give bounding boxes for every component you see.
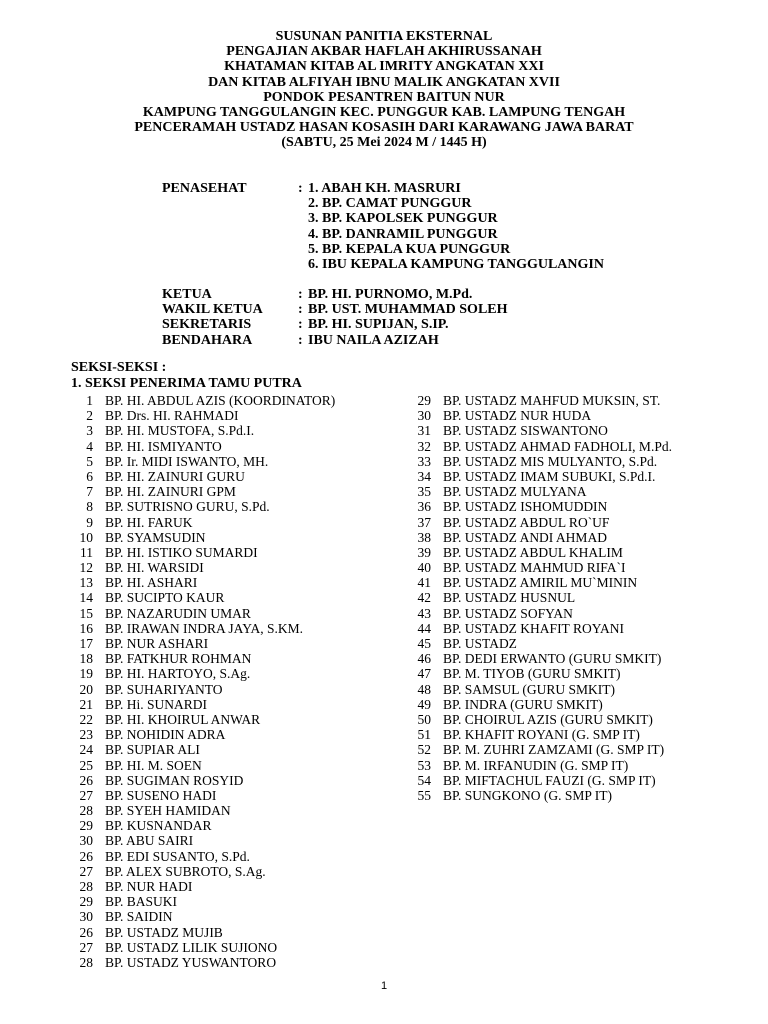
document-title-block	[0, 29, 768, 151]
member-row	[408, 439, 672, 454]
member-row	[70, 651, 335, 666]
member-row	[70, 697, 335, 712]
colon: :	[298, 317, 303, 333]
member-number: 24	[79, 742, 93, 758]
member-name: BP. CHOIRUL AZIS (GURU SMKIT)	[443, 711, 653, 727]
member-name: BP. USTADZ YUSWANTORO	[105, 954, 277, 970]
member-number: 10	[79, 529, 93, 545]
member-number: 26	[79, 848, 93, 864]
member-row	[70, 773, 335, 788]
member-number: 40	[417, 560, 431, 576]
member-row	[408, 499, 672, 514]
member-row	[408, 621, 672, 636]
member-name: BP. USTADZ MULYANA	[443, 484, 587, 500]
member-number: 34	[417, 468, 431, 484]
member-row	[70, 484, 335, 499]
member-row	[70, 439, 335, 454]
member-name: BP. FATKHUR ROHMAN	[105, 651, 252, 667]
member-row	[70, 590, 335, 605]
member-name: BP. HI. ISTIKO SUMARDI	[105, 544, 258, 560]
member-number: 41	[417, 575, 431, 591]
member-row	[408, 606, 672, 621]
colon: :	[298, 287, 303, 302]
member-name: BP. SYEH HAMIDAN	[105, 803, 231, 819]
member-name: BP. SAIDIN	[105, 909, 173, 925]
advisor-row	[162, 181, 604, 196]
member-number: 11	[80, 544, 93, 560]
member-name: BP. SUTRISNO GURU, S.Pd.	[105, 499, 270, 515]
member-name: BP. SUHARIYANTO	[105, 681, 223, 697]
member-name: BP. HI. ISMIYANTO	[105, 438, 222, 454]
member-number: 17	[79, 636, 93, 651]
member-name: BP. USTADZ	[443, 636, 517, 651]
member-row	[408, 484, 672, 499]
member-row	[408, 393, 672, 408]
member-name: BP. USTADZ ABDUL RO`UF	[443, 514, 610, 530]
member-row	[70, 818, 335, 833]
colon: :	[298, 302, 303, 318]
title-line: PONDOK PESANTREN BAITUN NUR	[263, 89, 505, 105]
member-number: 1	[86, 393, 93, 408]
advisor-name: 3. BP. KAPOLSEK PUNGGUR	[308, 211, 498, 227]
member-number: 15	[79, 605, 93, 621]
member-row	[70, 666, 335, 681]
advisor-row	[162, 242, 604, 257]
member-name: BP. USTADZ MAHFUD MUKSIN, ST.	[443, 393, 661, 408]
member-number: 12	[79, 560, 93, 576]
member-number: 55	[417, 787, 431, 803]
leadership-row	[162, 287, 508, 302]
member-row	[70, 393, 335, 408]
role-label: KETUA	[162, 287, 212, 302]
member-number: 28	[79, 954, 93, 970]
member-name: BP. SYAMSUDIN	[105, 529, 206, 545]
member-name: BP. NUR ASHARI	[105, 636, 209, 651]
member-row	[408, 590, 672, 605]
member-number: 31	[417, 423, 431, 439]
member-name: BP. M. ZUHRI ZAMZAMI (G. SMP IT)	[443, 742, 665, 758]
member-number: 30	[79, 909, 93, 925]
member-row	[70, 575, 335, 590]
colon: :	[298, 181, 303, 196]
member-number: 29	[79, 894, 93, 910]
member-row	[408, 727, 672, 742]
member-name: BP. HI. ABDUL AZIS (KOORDINATOR)	[105, 393, 336, 408]
advisor-name: 1. ABAH KH. MASRURI	[308, 181, 461, 196]
member-number: 39	[417, 544, 431, 560]
member-name: BP. USTADZ MAHMUD RIFA`I	[443, 560, 626, 576]
member-row	[408, 408, 672, 423]
member-number: 44	[417, 620, 431, 636]
role-holder: IBU NAILA AZIZAH	[308, 332, 439, 348]
member-row	[70, 621, 335, 636]
member-row	[70, 636, 335, 651]
member-name: BP. HI. MUSTOFA, S.Pd.I.	[105, 423, 255, 439]
member-name: BP. MIFTACHUL FAUZI (G. SMP IT)	[443, 772, 656, 788]
member-row	[408, 560, 672, 575]
member-row	[408, 758, 672, 773]
member-number: 13	[79, 575, 93, 591]
role-label: WAKIL KETUA	[162, 302, 263, 318]
member-name: BP. EDI SUSANTO, S.Pd.	[105, 848, 250, 864]
member-row	[70, 758, 335, 773]
member-number: 5	[86, 453, 93, 469]
member-row	[70, 727, 335, 742]
member-row	[408, 682, 672, 697]
section-subheading: 1. SEKSI PENERIMA TAMU PUTRA	[71, 376, 302, 391]
member-name: BP. USTADZ HUSNUL	[443, 590, 576, 606]
member-name: BP. M. IRFANUDIN (G. SMP IT)	[443, 757, 629, 773]
member-number: 18	[79, 651, 93, 667]
member-row	[408, 530, 672, 545]
member-name: BP. HI. HARTOYO, S.Ag.	[105, 666, 251, 682]
member-name: BP. USTADZ MIS MULYANTO, S.Pd.	[443, 453, 658, 469]
member-row	[70, 408, 335, 423]
sections-heading: SEKSI-SEKSI :	[71, 360, 167, 375]
member-name: BP. NAZARUDIN UMAR	[105, 605, 251, 621]
member-number: 46	[417, 651, 431, 667]
member-number: 16	[79, 620, 93, 636]
member-number: 3	[86, 423, 93, 439]
member-number: 19	[79, 666, 93, 682]
member-row	[70, 682, 335, 697]
member-name: BP. USTADZ SOFYAN	[443, 605, 573, 621]
advisor-name: 2. BP. CAMAT PUNGGUR	[308, 196, 472, 212]
title-line: PENGAJIAN AKBAR HAFLAH AKHIRUSSANAH	[226, 44, 542, 60]
member-number: 38	[417, 529, 431, 545]
member-name: BP. KUSNANDAR	[105, 818, 212, 834]
member-row	[70, 742, 335, 757]
member-number: 29	[79, 818, 93, 834]
member-row	[408, 469, 672, 484]
title-line: KAMPUNG TANGGULANGIN KEC. PUNGGUR KAB. LAMPUNG TENGAH	[142, 105, 626, 121]
member-name: BP. HI. M. SOEN	[105, 757, 202, 773]
title-line: (SABTU, 25 Mei 2024 M / 1445 H)	[281, 135, 487, 151]
colon: :	[298, 332, 303, 348]
member-number: 30	[79, 833, 93, 849]
member-name: BP. HI. FARUK	[105, 514, 193, 530]
member-number: 51	[417, 727, 431, 743]
member-name: BP. USTADZ IMAM SUBUKI, S.Pd.I.	[443, 468, 656, 484]
leadership-row	[162, 302, 508, 317]
member-name: BP. Hi. SUNARDI	[105, 696, 208, 712]
advisor-row	[162, 257, 604, 272]
member-name: BP. INDRA (GURU SMKIT)	[443, 696, 603, 712]
title-line: PENCERAMAH USTADZ HASAN KOSASIH DARI KARAWANG JAWA BARAT	[134, 120, 634, 136]
role-holder: BP. UST. MUHAMMAD SOLEH	[308, 302, 508, 318]
member-number: 20	[79, 681, 93, 697]
advisors-label: PENASEHAT	[162, 181, 247, 196]
member-row	[70, 909, 335, 924]
member-row	[70, 469, 335, 484]
member-number: 43	[417, 605, 431, 621]
member-number: 32	[417, 438, 431, 454]
member-row	[408, 423, 672, 438]
member-number: 30	[417, 408, 431, 424]
title-line: KHATAMAN KITAB AL IMRITY ANGKATAN XXI	[224, 59, 544, 75]
member-number: 45	[417, 636, 431, 651]
member-row	[408, 712, 672, 727]
member-row	[70, 894, 335, 909]
role-label: SEKRETARIS	[162, 317, 252, 333]
role-holder: BP. HI. PURNOMO, M.Pd.	[308, 287, 473, 302]
member-number: 28	[79, 803, 93, 819]
member-row	[408, 651, 672, 666]
member-row	[70, 879, 335, 894]
member-number: 25	[79, 757, 93, 773]
member-name: BP. SUGIMAN ROSYID	[105, 772, 244, 788]
member-name: BP. KHAFIT ROYANI (G. SMP IT)	[443, 727, 640, 743]
member-name: BP. M. TIYOB (GURU SMKIT)	[443, 666, 621, 682]
member-row	[70, 803, 335, 818]
member-row	[70, 560, 335, 575]
title-line: SUSUNAN PANITIA EKSTERNAL	[275, 29, 493, 44]
advisor-row	[162, 196, 604, 211]
member-row	[70, 940, 335, 955]
member-row	[408, 636, 672, 651]
member-row	[70, 545, 335, 560]
member-row	[408, 788, 672, 803]
member-row	[70, 454, 335, 469]
member-name: BP. SUPIAR ALI	[105, 742, 200, 758]
member-number: 9	[86, 514, 93, 530]
advisor-name: 4. BP. DANRAMIL PUNGGUR	[308, 226, 498, 242]
members-list-right	[408, 393, 672, 803]
member-name: BP. BASUKI	[105, 894, 178, 910]
member-row	[408, 575, 672, 590]
member-name: BP. USTADZ SISWANTONO	[443, 423, 608, 439]
member-number: 26	[79, 924, 93, 940]
role-label: BENDAHARA	[162, 332, 253, 348]
member-name: BP. SUSENO HADI	[105, 787, 217, 803]
member-row	[408, 697, 672, 712]
title-line: DAN KITAB ALFIYAH IBNU MALIK ANGKATAN XVII	[208, 74, 560, 90]
advisor-name: 5. BP. KEPALA KUA PUNGGUR	[308, 241, 511, 257]
member-number: 23	[79, 727, 93, 743]
member-number: 33	[417, 453, 431, 469]
member-row	[70, 499, 335, 514]
member-number: 2	[86, 408, 93, 424]
member-name: BP. SUNGKONO (G. SMP IT)	[443, 787, 613, 803]
member-name: BP. USTADZ NUR HUDA	[443, 408, 592, 424]
members-list-left	[70, 393, 335, 970]
member-number: 22	[79, 711, 93, 727]
member-number: 47	[417, 666, 431, 682]
leadership-block	[162, 287, 508, 348]
member-row	[408, 773, 672, 788]
member-number: 48	[417, 681, 431, 697]
member-row	[70, 530, 335, 545]
page-number: 1	[380, 980, 388, 992]
member-name: BP. NOHIDIN ADRA	[105, 727, 226, 743]
member-number: 28	[79, 879, 93, 894]
member-name: BP. ABU SAIRI	[105, 833, 194, 849]
member-name: BP. ALEX SUBROTO, S.Ag.	[105, 863, 266, 879]
member-number: 27	[79, 787, 93, 803]
member-name: BP. USTADZ ABDUL KHALIM	[443, 544, 623, 560]
member-row	[70, 423, 335, 438]
role-holder: BP. HI. SUPIJAN, S.IP.	[308, 317, 449, 333]
member-row	[408, 454, 672, 469]
member-number: 7	[86, 484, 93, 500]
member-row	[70, 515, 335, 530]
member-name: BP. Drs. HI. RAHMADI	[105, 408, 239, 424]
member-name: BP. SUCIPTO KAUR	[105, 590, 225, 606]
member-number: 8	[86, 499, 93, 515]
member-name: BP. NUR HADI	[105, 879, 193, 894]
member-row	[70, 955, 335, 970]
member-row	[70, 833, 335, 848]
member-number: 14	[79, 590, 93, 606]
member-number: 53	[417, 757, 431, 773]
member-row	[70, 925, 335, 940]
member-number: 37	[417, 514, 431, 530]
member-number: 54	[417, 772, 431, 788]
member-name: BP. USTADZ KHAFIT ROYANI	[443, 620, 624, 636]
member-name: BP. USTADZ AMIRIL MU`MININ	[443, 575, 638, 591]
member-number: 50	[417, 711, 431, 727]
member-row	[70, 849, 335, 864]
member-name: BP. HI. ASHARI	[105, 575, 198, 591]
member-name: BP. HI. WARSIDI	[105, 560, 204, 576]
member-number: 29	[417, 393, 431, 408]
member-number: 27	[79, 939, 93, 955]
member-number: 4	[86, 438, 93, 454]
member-number: 27	[79, 863, 93, 879]
advisors-block	[162, 181, 604, 272]
member-name: BP. USTADZ AHMAD FADHOLI, M.Pd.	[443, 438, 672, 454]
member-name: BP. USTADZ ISHOMUDDIN	[443, 499, 608, 515]
member-name: BP. HI. ZAINURI GPM	[105, 484, 236, 500]
member-number: 52	[417, 742, 431, 758]
member-number: 42	[417, 590, 431, 606]
member-row	[408, 742, 672, 757]
leadership-row	[162, 333, 508, 348]
member-name: BP. HI. KHOIRUL ANWAR	[105, 711, 261, 727]
member-row	[70, 788, 335, 803]
member-name: BP. HI. ZAINURI GURU	[105, 468, 245, 484]
member-number: 21	[79, 696, 93, 712]
advisor-row	[162, 227, 604, 242]
member-row	[408, 515, 672, 530]
member-name: BP. IRAWAN INDRA JAYA, S.KM.	[105, 620, 303, 636]
member-row	[70, 606, 335, 621]
member-number: 49	[417, 696, 431, 712]
member-number: 35	[417, 484, 431, 500]
member-name: BP. Ir. MIDI ISWANTO, MH.	[105, 453, 269, 469]
member-row	[70, 712, 335, 727]
member-number: 26	[79, 772, 93, 788]
member-name: BP. USTADZ ANDI AHMAD	[443, 529, 607, 545]
member-row	[408, 545, 672, 560]
member-name: BP. SAMSUL (GURU SMKIT)	[443, 681, 616, 697]
member-name: BP. USTADZ MUJIB	[105, 924, 223, 940]
member-row	[70, 864, 335, 879]
member-number: 6	[86, 468, 93, 484]
member-name: BP. USTADZ LILIK SUJIONO	[105, 939, 278, 955]
advisor-name: 6. IBU KEPALA KAMPUNG TANGGULANGIN	[308, 256, 604, 272]
leadership-row	[162, 317, 508, 332]
member-name: BP. DEDI ERWANTO (GURU SMKIT)	[443, 651, 662, 667]
advisor-row	[162, 211, 604, 226]
member-number: 36	[417, 499, 431, 515]
member-row	[408, 666, 672, 681]
